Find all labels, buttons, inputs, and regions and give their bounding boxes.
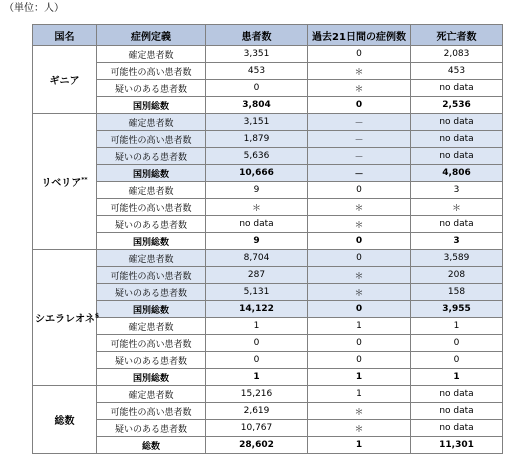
cases-cell: 1 (206, 318, 308, 335)
recent-cases-cell: － (308, 114, 411, 131)
case-definition-cell: 疑いのある患者数 (97, 420, 206, 437)
country-name: リベリア (41, 178, 82, 189)
recent-cases-cell: 1 (308, 369, 411, 386)
cases-cell: 9 (206, 233, 308, 250)
case-definition-cell: 疑いのある患者数 (97, 352, 206, 369)
deaths-cell: ＊ (411, 199, 503, 216)
recent-cases-cell: 0 (308, 335, 411, 352)
recent-cases-cell: － (308, 148, 411, 165)
cases-cell: 0 (206, 335, 308, 352)
header-deaths: 死亡者数 (411, 25, 503, 46)
deaths-cell: 0 (411, 352, 503, 369)
recent-cases-cell: ＊ (308, 80, 411, 97)
deaths-cell: no data (411, 114, 503, 131)
cases-cell: 453 (206, 63, 308, 80)
deaths-cell: no data (411, 131, 503, 148)
cases-cell: 15,216 (206, 386, 308, 403)
case-definition-cell: 国別総数 (97, 233, 206, 250)
country-cell (33, 114, 97, 250)
cases-cell: 10,666 (206, 165, 308, 182)
total-row (33, 233, 503, 250)
cases-cell: 10,767 (206, 420, 308, 437)
case-definition-cell: 疑いのある患者数 (97, 284, 206, 301)
deaths-cell: no data (411, 420, 503, 437)
deaths-cell: 0 (411, 335, 503, 352)
cases-cell: 5,131 (206, 284, 308, 301)
case-definition-cell: 国別総数 (97, 165, 206, 182)
table-row (33, 420, 503, 437)
header-case-definition: 症例定義 (97, 25, 206, 46)
country-cell (33, 46, 97, 114)
table-row (33, 148, 503, 165)
recent-cases-cell: 1 (308, 437, 411, 454)
case-definition-cell: 確定患者数 (97, 386, 206, 403)
case-definition-cell: 国別総数 (97, 97, 206, 114)
table-row (33, 318, 503, 335)
table-row (33, 80, 503, 97)
table-row (33, 199, 503, 216)
table-row (33, 250, 503, 267)
table-row (33, 386, 503, 403)
cases-cell: 1 (206, 369, 308, 386)
unit-label: （単位：人） (4, 3, 64, 14)
table-row (33, 46, 503, 63)
deaths-cell: 2,536 (411, 97, 503, 114)
cases-cell: 28,602 (206, 437, 308, 454)
recent-cases-cell: 0 (308, 182, 411, 199)
case-definition-cell: 可能性の高い患者数 (97, 63, 206, 80)
table-row (33, 284, 503, 301)
recent-cases-cell: ＊ (308, 199, 411, 216)
case-definition-cell: 国別総数 (97, 369, 206, 386)
recent-cases-cell: ＊ (308, 216, 411, 233)
deaths-cell: 3,589 (411, 250, 503, 267)
recent-cases-cell: 0 (308, 46, 411, 63)
deaths-cell: no data (411, 80, 503, 97)
case-definition-cell: 確定患者数 (97, 114, 206, 131)
cases-cell: 14,122 (206, 301, 308, 318)
case-definition-cell: 総数 (97, 437, 206, 454)
country-cell (33, 250, 100, 386)
cases-cell: no data (206, 216, 308, 233)
deaths-cell: no data (411, 386, 503, 403)
table-row (33, 267, 503, 284)
deaths-cell: 1 (411, 318, 503, 335)
case-definition-cell: 確定患者数 (97, 46, 206, 63)
recent-cases-cell: ＊ (308, 403, 411, 420)
case-definition-cell: 可能性の高い患者数 (97, 335, 206, 352)
cases-cell: 8,704 (206, 250, 308, 267)
table-row (33, 131, 503, 148)
recent-cases-cell: － (308, 131, 411, 148)
cases-cell: 3,151 (206, 114, 308, 131)
country-name: ギニア (49, 76, 80, 87)
header-recent-21-days: 過去21日間の症例数 (308, 25, 411, 46)
deaths-cell: 453 (411, 63, 503, 80)
cases-cell: 3,351 (206, 46, 308, 63)
case-definition-cell: 国別総数 (97, 301, 206, 318)
recent-cases-cell: ＊ (308, 267, 411, 284)
deaths-cell: 3 (411, 182, 503, 199)
deaths-cell: 1 (411, 369, 503, 386)
deaths-cell: 2,083 (411, 46, 503, 63)
total-row (33, 369, 503, 386)
table-row (33, 216, 503, 233)
recent-cases-cell: ＊ (308, 63, 411, 80)
recent-cases-cell: 0 (308, 250, 411, 267)
case-definition-cell: 疑いのある患者数 (97, 216, 206, 233)
table-row (33, 335, 503, 352)
total-row (33, 301, 503, 318)
header-cases: 患者数 (206, 25, 308, 46)
case-definition-cell: 可能性の高い患者数 (97, 403, 206, 420)
header-country: 国名 (33, 25, 97, 46)
footnote-mark: ** (81, 176, 88, 184)
recent-cases-cell: 0 (308, 233, 411, 250)
total-row (33, 165, 503, 182)
case-definition-cell: 可能性の高い患者数 (97, 267, 206, 284)
recent-cases-cell: 0 (308, 301, 411, 318)
cases-cell: 0 (206, 352, 308, 369)
deaths-cell: no data (411, 403, 503, 420)
deaths-cell: 11,301 (411, 437, 503, 454)
cases-cell: 9 (206, 182, 308, 199)
recent-cases-cell: 0 (308, 97, 411, 114)
table-row (33, 352, 503, 369)
header-row (33, 25, 503, 46)
country-name: 総数 (54, 416, 75, 427)
cases-cell: 2,619 (206, 403, 308, 420)
recent-cases-cell: 1 (308, 386, 411, 403)
case-definition-cell: 疑いのある患者数 (97, 80, 206, 97)
case-definition-cell: 確定患者数 (97, 182, 206, 199)
table-row (33, 63, 503, 80)
cases-cell: 5,636 (206, 148, 308, 165)
footnote-mark: $ (94, 312, 100, 320)
country-name: シエラレオネ (35, 314, 95, 325)
recent-cases-cell: ＊ (308, 420, 411, 437)
deaths-cell: 3,955 (411, 301, 503, 318)
country-cell (33, 386, 97, 454)
table-row (33, 182, 503, 199)
deaths-cell: 208 (411, 267, 503, 284)
table-body (33, 46, 503, 454)
recent-cases-cell: ＊ (308, 284, 411, 301)
cases-cell: ＊ (206, 199, 308, 216)
recent-cases-cell: － (308, 165, 411, 182)
table-row (33, 114, 503, 131)
cases-cell: 3,804 (206, 97, 308, 114)
cases-cell: 287 (206, 267, 308, 284)
recent-cases-cell: 1 (308, 318, 411, 335)
case-definition-cell: 確定患者数 (97, 250, 206, 267)
ebola-case-table (32, 24, 503, 454)
table-row (33, 403, 503, 420)
recent-cases-cell: 0 (308, 352, 411, 369)
deaths-cell: 4,806 (411, 165, 503, 182)
total-row (33, 437, 503, 454)
case-definition-cell: 確定患者数 (97, 318, 206, 335)
deaths-cell: no data (411, 216, 503, 233)
deaths-cell: 158 (411, 284, 503, 301)
cases-cell: 1,879 (206, 131, 308, 148)
deaths-cell: 3 (411, 233, 503, 250)
case-definition-cell: 可能性の高い患者数 (97, 199, 206, 216)
case-definition-cell: 可能性の高い患者数 (97, 131, 206, 148)
cases-cell: 0 (206, 80, 308, 97)
case-definition-cell: 疑いのある患者数 (97, 148, 206, 165)
deaths-cell: no data (411, 148, 503, 165)
total-row (33, 97, 503, 114)
